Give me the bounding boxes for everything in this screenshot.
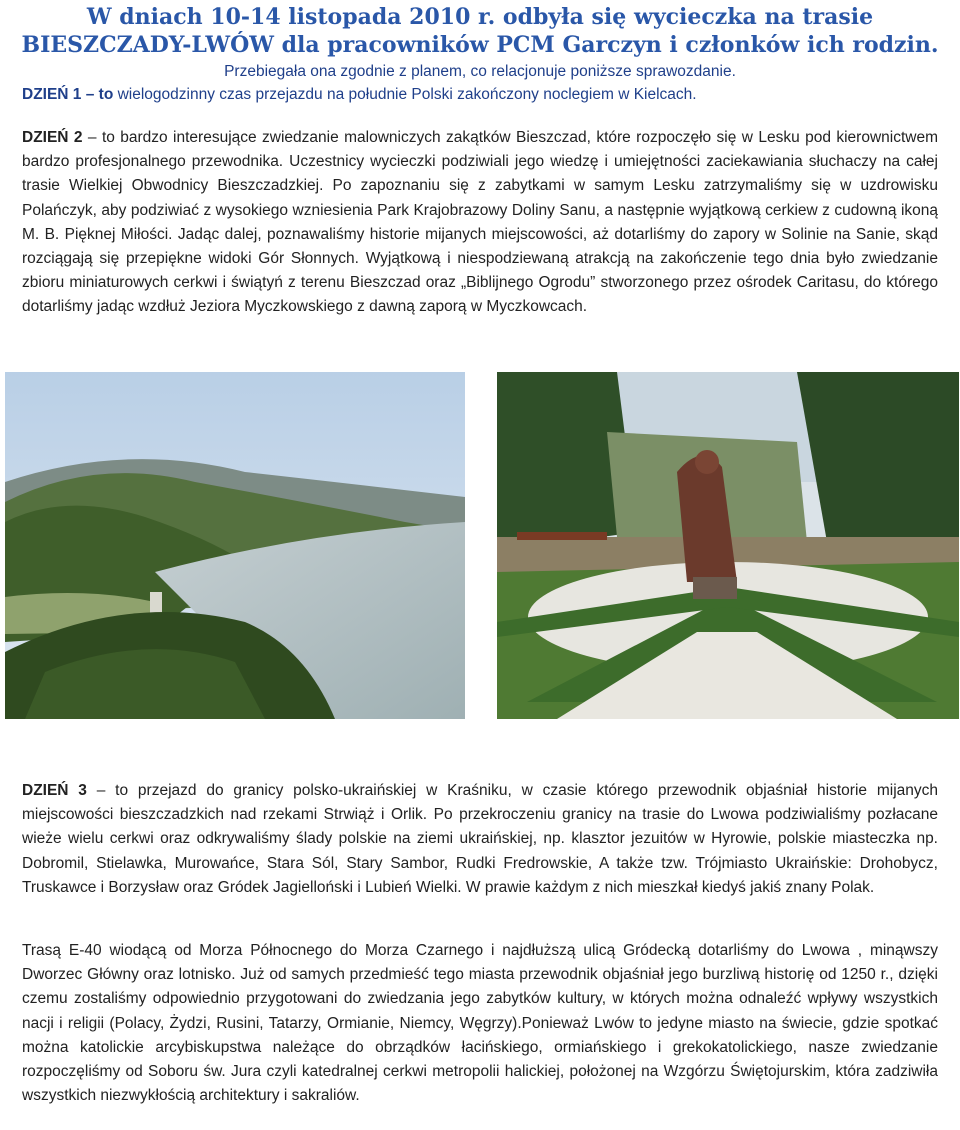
page-subtitle: Przebiegała ona zgodnie z planem, co relacjonuje poniższe sprawozdanie. [224,63,736,80]
day3-paragraph [22,779,938,900]
page-title-line1: W dniach 10-14 listopada 2010 r. odbyła się wycieczka na trasie [86,4,874,30]
day1-paragraph [22,85,942,105]
biblical-garden-photo [497,372,959,719]
day3-text: – to przejazd do granicy polsko-ukraińskiej w Kraśniku, w czasie którego przewodnik objaśniał historie mijanych miejscowości bieszczadzkich nad rzekami Strwiąż i Orlik. Po przekroczeniu granicy na trasie do Lwowa podziwialiśmy pozłacane wieże wielu cerkwi oraz odkrywaliśmy ślady polskie na ziemi ukraińskiej, np. klasztor jezuitów w Hyrowie, polskie miasteczka np. Dobromil, Stielawka, Murowańce, Stara Sól, Stary Sambor, Rudki Fredrowskie, A także tzw. Trójmiasto Ukraińskie: Drohobycz, Truskawce i Borzysław oraz Gródek Jagielloński i Lubień Wielki. W prawie każdym z nich mieszkał kiedyś jakiś znany Polak. [22,782,938,896]
day2-paragraph [22,126,938,320]
day3-label: DZIEŃ 3 [22,782,87,799]
solina-lake-photo [5,372,465,719]
page-title-line2: BIESZCZADY-LWÓW dla pracowników PCM Garczyn i członków ich rodzin. [21,32,939,58]
lwow-paragraph: Trasą E-40 wiodącą od Morza Północnego do Morza Czarnego i najdłuższą ulicą Gródecką dotarliśmy do Lwowa , minąwszy Dworzec Główny oraz lotnisko. Już od samych przedmieść tego miasta przewodnik objaśniał jego burzliwą historię od 1250 r., dzięki czemu zostaliśmy odpowiednio przygotowani do zwiedzania jego zabytków kultury, w których można odnaleźć wpływy wszystkich nacji i religii (Polacy, Żydzi, Rusini, Tatarzy, Ormianie, Niemcy, Węgrzy).Ponieważ Lwów to jedyne miasto na świecie, gdzie spotkać można katolickie arcybiskupstwa należące do obrządków łacińskiego, ormiańskiego i grekokatolickiego, nasze zwiedzanie rozpoczęliśmy od Soboru św. Jura czyli katedralnej cerkwi metropolii halickiej, położonej na Wzgórzu Świętojurskim, która zadziwiła wszystkich niezwykłością architektury i sakraliów. [22,942,938,1105]
day1-label: DZIEŃ 1 – to [22,86,114,103]
day2-text: – to bardzo interesujące zwiedzanie malowniczych zakątków Bieszczad, które rozpoczęło się w Lesku pod kierownictwem bardzo profesjonalnego przewodnika. Uczestnicy wycieczki podziwiali jego wiedzę i umiejętności zaciekawiania słuchaczy na całej trasie Wielkiej Obwodnicy Bieszczadzkiej. Po zapoznaniu się z zabytkami w samym Lesku zatrzymaliśmy się w uzdrowisku Polańczyk, aby podziwiać z wysokiego wzniesienia Park Krajobrazowy Doliny Sanu, a następnie wyjątkową cerkiew z cudowną ikoną M. B. Pięknej Miłości. Jadąc dalej, poznawaliśmy historie mijanych miejscowości, aż dotarliśmy do zapory w Solinie na Sanie, skąd rozciągają się przepiękne widoki Gór Słonnych. Wyjątkową i niespodziewaną atrakcją na zakończenie tego dnia było zwiedzanie zbioru miniaturowych cerkwi i świątyń z terenu Bieszczad oraz „Biblijnego Ogrodu” stworzonego przez ośrodek Caritasu, do którego dotarliśmy jadąc wzdłuż Jeziora Myczkowskiego z dawną zaporą w Myczkowcach. [22,129,938,316]
day1-text: wielogodzinny czas przejazdu na południe Polski zakończony noclegiem w Kielcach. [113,86,697,103]
day2-label: DZIEŃ 2 [22,129,83,146]
